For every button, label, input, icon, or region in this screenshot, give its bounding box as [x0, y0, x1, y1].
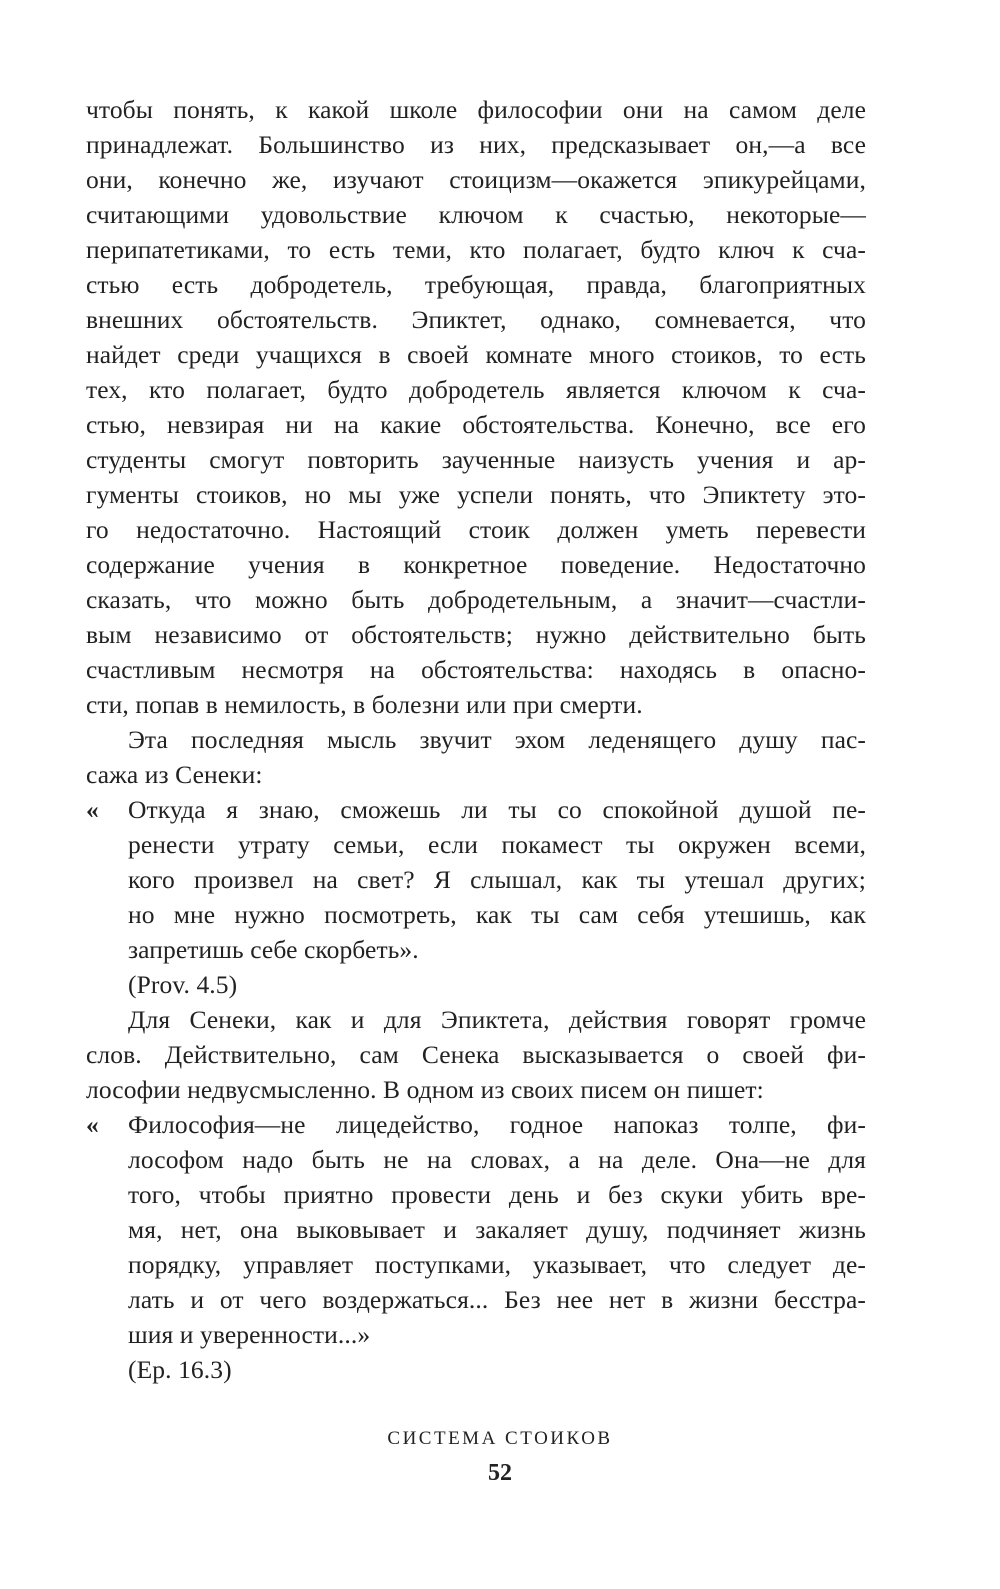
paragraph-1: [86, 92, 866, 722]
quote-line: шия и уверенности...»: [128, 1320, 371, 1349]
text-line: слов. Действительно, сам Сенека высказывается о своей фи-: [86, 1040, 866, 1069]
text-line: лософии недвусмысленно. В одном из своих писем он пишет:: [86, 1075, 764, 1104]
paragraph-2: [86, 722, 866, 792]
quote-citation: (Prov. 4.5): [128, 970, 238, 999]
text-line: содержание учения в конкретное поведение. Недостаточно: [86, 550, 866, 579]
quote-line: [86, 1107, 866, 1142]
text-line: внешних обстоятельств. Эпиктет, однако, сомневается, что: [86, 305, 866, 334]
quote-line: того, чтобы приятно провести день и без скуки убить вре-: [128, 1180, 866, 1209]
text-line: Эта последняя мысль звучит эхом леденящего душу пас-: [128, 725, 866, 754]
block-quote-2: [86, 1107, 866, 1387]
text-line: вым независимо от обстоятельств; нужно действительно быть: [86, 620, 866, 649]
quote-mark: «: [86, 795, 99, 824]
text-line: они, конечно же, изучают стоицизм—окажется эпикурейцами,: [86, 165, 866, 194]
quote-line: запретишь себе скорбеть».: [128, 935, 419, 964]
text-line: сажа из Сенеки:: [86, 760, 263, 789]
text-line: сказать, что можно быть добродетельным, а значит—счастли-: [86, 585, 866, 614]
quote-text: Философия—не лицедейство, годное напоказ толпе, фи-: [128, 1110, 866, 1139]
running-title: СИСТЕМА СТОИКОВ: [387, 1428, 613, 1449]
quote-line: мя, нет, она выковывает и закаляет душу, подчиняет жизнь: [128, 1215, 866, 1244]
quote-text: Откуда я знаю, сможешь ли ты со спокойной душой пе-: [128, 795, 866, 824]
block-quote-1: [86, 792, 866, 1002]
text-line: чтобы понять, к какой школе философии они на самом деле: [86, 95, 866, 124]
text-line: принадлежат. Большинство из них, предсказывает он,—а все: [86, 130, 866, 159]
quote-line: лософом надо быть не на словах, а на деле. Она—не для: [128, 1145, 866, 1174]
text-line: перипатетиками, то есть теми, кто полагает, будто ключ к сча-: [86, 235, 866, 264]
text-line: го недостаточно. Настоящий стоик должен уметь перевести: [86, 515, 866, 544]
main-text: [86, 92, 866, 1387]
quote-mark: «: [86, 1110, 99, 1139]
quote-line: кого произвел на свет? Я слышал, как ты утешал других;: [128, 865, 866, 894]
text-line: стью, невзирая ни на какие обстоятельства. Конечно, все его: [86, 410, 866, 439]
paragraph-3: [86, 1002, 866, 1107]
quote-line: порядку, управляет поступками, указывает, что следует де-: [128, 1250, 866, 1279]
page-number: 52: [488, 1460, 512, 1486]
text-line: тех, кто полагает, будто добродетель является ключом к сча-: [86, 375, 866, 404]
quote-citation: (Ep. 16.3): [128, 1355, 232, 1384]
text-line: студенты смогут повторить заученные наизусть учения и ар-: [86, 445, 866, 474]
quote-line: лать и от чего воздержаться... Без нее нет в жизни бесстра-: [128, 1285, 866, 1314]
text-line: счастливым несмотря на обстоятельства: находясь в опасно-: [86, 655, 866, 684]
quote-line: ренести утрату семьи, если покамест ты окружен всеми,: [128, 830, 866, 859]
text-line: найдет среди учащихся в своей комнате много стоиков, то есть: [86, 340, 866, 369]
quote-line: [86, 792, 866, 827]
text-line: гументы стоиков, но мы уже успели понять, что Эпиктету это-: [86, 480, 866, 509]
text-line: сти, попав в немилость, в болезни или при смерти.: [86, 690, 643, 719]
quote-line: но мне нужно посмотреть, как ты сам себя утешишь, как: [128, 900, 866, 929]
text-line: считающими удовольствие ключом к счастью, некоторые—: [86, 200, 866, 229]
text-line: стью есть добродетель, требующая, правда, благоприятных: [86, 270, 866, 299]
text-line: Для Сенеки, как и для Эпиктета, действия говорят громче: [128, 1005, 866, 1034]
